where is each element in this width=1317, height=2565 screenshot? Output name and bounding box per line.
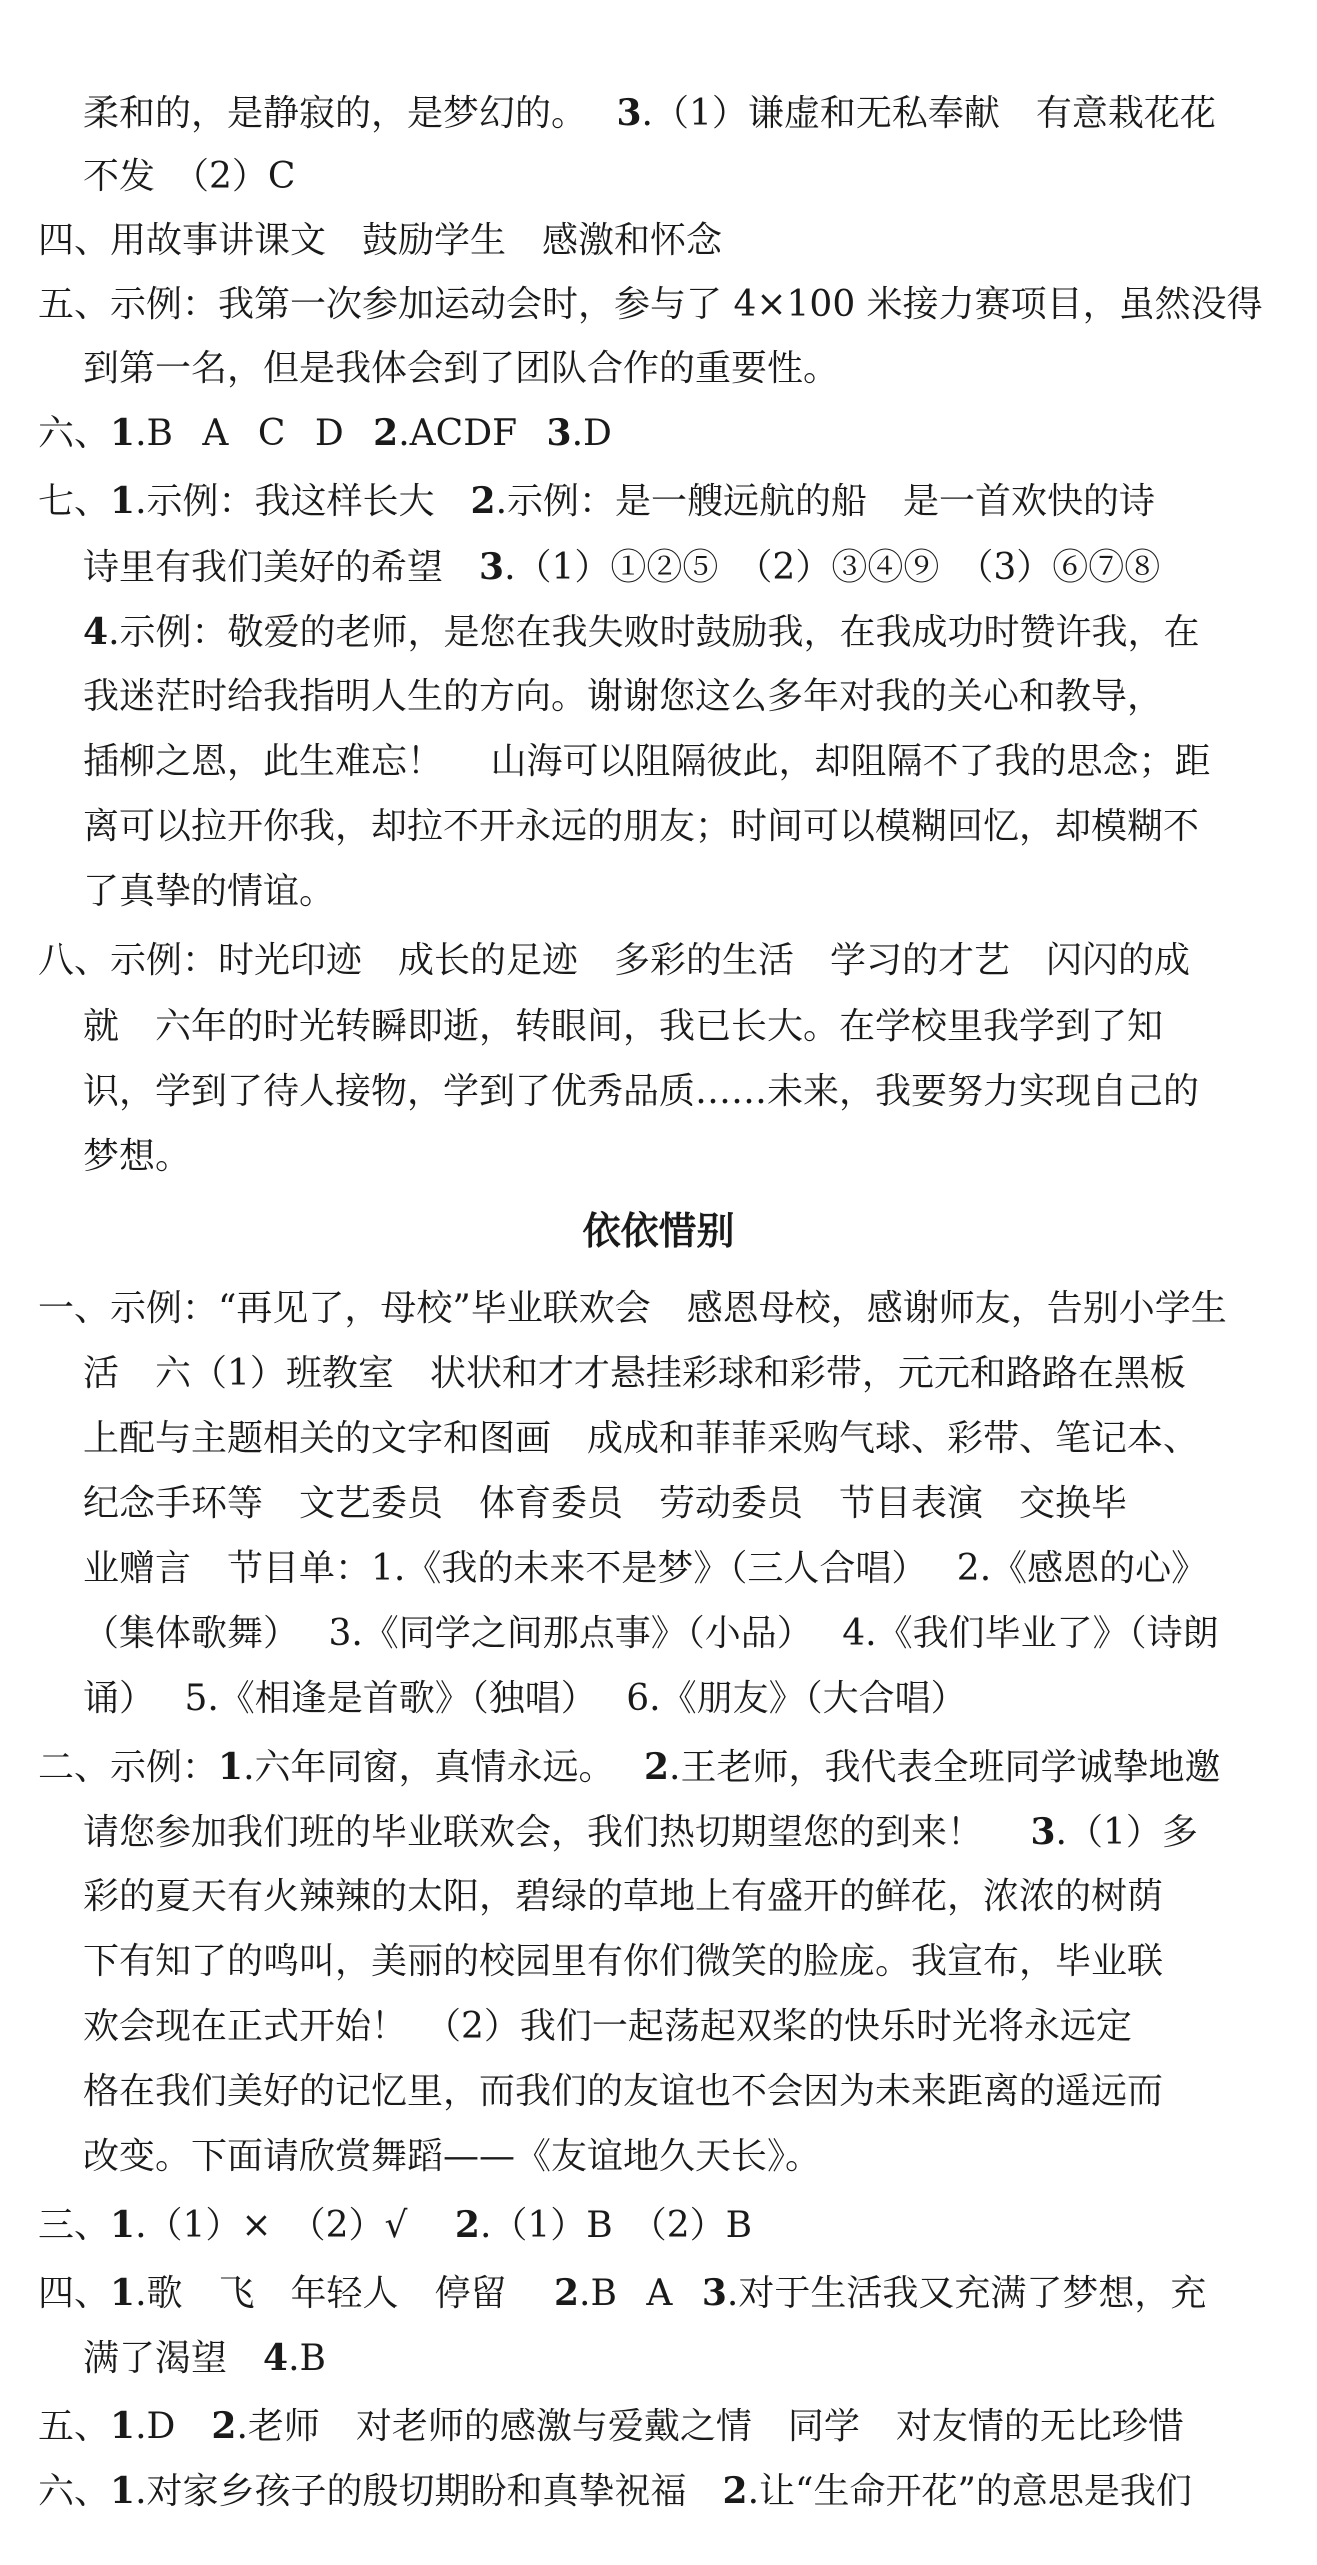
text-line: 业赠言 节目单：1.《我的未来不是梦》（三人合唱） 2.《感恩的心》	[83, 1548, 1208, 1589]
text-line: 二、示例：1.六年同窗，真情永远。 2.王老师，我代表全班同学诚挚地邀	[38, 1746, 1221, 1788]
text-line: 三、1.（1）× （2）√ 2.（1）B （2）B	[38, 2204, 753, 2246]
text-line: 欢会现在正式开始！ （2）我们一起荡起双桨的快乐时光将永远定	[83, 2006, 1132, 2047]
text-line: 八、示例：时光印迹 成长的足迹 多彩的生活 学习的才艺 闪闪的成	[38, 940, 1191, 981]
text-line: 五、1.D 2.老师 对老师的感激与爱戴之情 同学 对友情的无比珍惜	[38, 2405, 1184, 2447]
text-line: 六、1.对家乡孩子的殷切期盼和真挚祝福 2.让“生命开花”的意思是我们	[38, 2470, 1192, 2512]
text-line: 六、1.B A C D 2.ACDF 3.D	[38, 412, 612, 454]
text-line: 一、示例：“再见了，母校”毕业联欢会 感恩母校，感谢师友，告别小学生	[38, 1288, 1227, 1329]
text-line: 上配与主题相关的文字和图画 成成和菲菲采购气球、彩带、笔记本、	[83, 1418, 1200, 1459]
text-line: 梦想。	[83, 1136, 192, 1177]
text-line: 柔和的，是静寂的，是梦幻的。 3.（1）谦虚和无私奉献 有意栽花花	[83, 92, 1216, 134]
text-line: 格在我们美好的记忆里，而我们的友谊也不会因为未来距离的遥远而	[83, 2071, 1164, 2112]
text-line: 插柳之恩，此生难忘！ 山海可以阻隔彼此，却阻隔不了我的思念；距	[83, 741, 1211, 782]
text-line: 活 六（1）班教室 状状和才才悬挂彩球和彩带，元元和路路在黑板	[83, 1353, 1186, 1394]
text-line: 四、1.歌 飞 年轻人 停留 2.B A 3.对于生活我又充满了梦想，充	[38, 2272, 1207, 2314]
text-line: 纪念手环等 文艺委员 体育委员 劳动委员 节目表演 交换毕	[83, 1483, 1128, 1524]
text-line: 满了渴望 4.B	[83, 2337, 326, 2379]
text-line: 离可以拉开你我，却拉不开永远的朋友；时间可以模糊回忆，却模糊不	[83, 806, 1200, 847]
text-line: 五、示例：我第一次参加运动会时，参与了 4×100 米接力赛项目，虽然没得	[38, 284, 1263, 325]
text-line: 不发 （2）C	[83, 156, 296, 197]
text-line: 我迷茫时给我指明人生的方向。谢谢您这么多年对我的关心和教导，	[83, 676, 1164, 717]
text-line: 了真挚的情谊。	[83, 871, 336, 912]
text-line: 四、用故事讲课文 鼓励学生 感激和怀念	[38, 220, 723, 261]
text-line: 彩的夏天有火辣辣的太阳，碧绿的草地上有盛开的鲜花，浓浓的树荫	[83, 1876, 1164, 1917]
text-line: 到第一名，但是我体会到了团队合作的重要性。	[83, 348, 840, 389]
section-title: 依依惜别	[582, 1209, 735, 1253]
text-line: （集体歌舞） 3.《同学之间那点事》（小品） 4.《我们毕业了》（诗朗	[83, 1613, 1219, 1654]
text-line: 下有知了的鸣叫，美丽的校园里有你们微笑的脸庞。我宣布，毕业联	[83, 1941, 1164, 1982]
text-line: 七、1.示例：我这样长大 2.示例：是一艘远航的船 是一首欢快的诗	[38, 480, 1156, 522]
text-line: 就 六年的时光转瞬即逝，转眼间，我已长大。在学校里我学到了知	[83, 1006, 1164, 1047]
text-line: 诗里有我们美好的希望 3.（1）①②⑤ （2）③④⑨ （3）⑥⑦⑧	[83, 546, 1161, 588]
text-line: 识，学到了待人接物，学到了优秀品质……未来，我要努力实现自己的	[83, 1071, 1200, 1112]
text-line: 4.示例：敬爱的老师，是您在我失败时鼓励我，在我成功时赞许我，在	[83, 611, 1200, 653]
text-line: 诵） 5.《相逢是首歌》（独唱） 6.《朋友》（大合唱）	[83, 1678, 967, 1719]
text-line: 请您参加我们班的毕业联欢会，我们热切期望您的到来！ 3.（1）多	[83, 1811, 1198, 1853]
text-line: 改变。下面请欣赏舞蹈——《友谊地久天长》。	[83, 2136, 822, 2177]
